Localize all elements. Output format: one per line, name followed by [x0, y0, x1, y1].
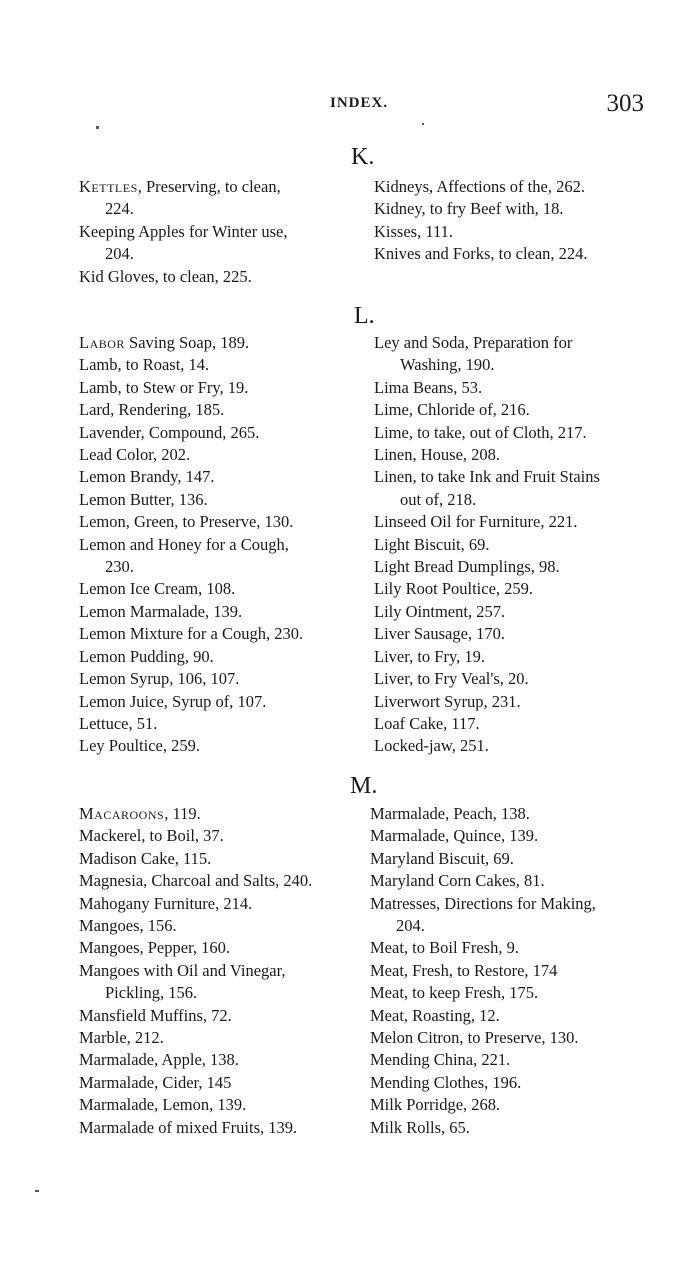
index-entry-continuation: 224.: [105, 199, 134, 219]
index-entry: [79, 1027, 312, 1049]
index-entry-label: Mangoes with Oil and Vinegar,: [79, 960, 286, 980]
index-entry-label: Light Bread Dumplings, 98.: [374, 557, 560, 577]
index-entry-label: Liver Sausage, 170.: [374, 624, 506, 644]
index-entry-text: [374, 176, 588, 198]
index-entry-headword: Kettles: [79, 177, 138, 196]
index-entry-text: [79, 578, 303, 600]
index-entry-text: [79, 422, 303, 444]
index-entry-text: [374, 198, 588, 220]
index-entry-text: [374, 713, 600, 735]
index-entry-text: [374, 399, 600, 421]
index-entry-label: Milk Porridge, 268.: [370, 1095, 501, 1115]
index-entry: [79, 1005, 312, 1027]
index-entry: [374, 713, 600, 735]
index-entry-text: [374, 646, 600, 668]
index-entry-text: [374, 534, 600, 556]
index-entry-text: [370, 937, 596, 959]
index-entry: [374, 332, 600, 377]
index-entry-label: Melon Citron, to Preserve, 130.: [370, 1028, 579, 1048]
index-entry-text: [374, 623, 600, 645]
index-entry: [374, 444, 600, 466]
index-entry: [370, 1049, 596, 1071]
index-entry: [370, 1027, 596, 1049]
index-entry-text: [79, 713, 303, 735]
index-entry: [79, 377, 303, 399]
index-entry-label: Linen, to take Ink and Fruit Stains: [374, 467, 600, 487]
m-left-column: [79, 803, 312, 1139]
index-entry-headword: Macaroons: [79, 804, 165, 823]
index-entry-text: [374, 735, 600, 757]
index-entry-label: Mackerel, to Boil, 37.: [79, 826, 224, 846]
index-entry-text: [79, 623, 303, 645]
index-entry-text: [374, 444, 600, 466]
index-entry: [79, 221, 287, 266]
index-entry-label: Lemon Ice Cream, 108.: [79, 579, 236, 599]
section-letter-k: K.: [351, 144, 375, 170]
index-entry-label: Lily Ointment, 257.: [374, 601, 506, 621]
index-entry: [79, 915, 312, 937]
index-entry-label: Mending Clothes, 196.: [370, 1072, 522, 1092]
index-entry: [374, 556, 600, 578]
index-entry: [374, 243, 588, 265]
index-entry-label: Lamb, to Stew or Fry, 19.: [79, 377, 249, 397]
index-entry: [79, 601, 303, 623]
index-entry-label: Kidney, to fry Beef with, 18.: [374, 199, 564, 219]
index-entry: [79, 354, 303, 376]
index-entry-text: [374, 556, 600, 578]
index-entry-text: [79, 803, 312, 825]
index-entry-label: Magnesia, Charcoal and Salts, 240.: [79, 871, 313, 891]
ink-speck: [35, 1190, 39, 1192]
index-entry: [79, 825, 312, 847]
index-entry: [370, 960, 596, 982]
index-entry: [370, 803, 596, 825]
index-entry-text: [79, 399, 303, 421]
index-entry-label: Lime, to take, out of Cloth, 217.: [374, 422, 587, 442]
index-entry-text: [79, 960, 312, 982]
index-entry: [79, 332, 303, 354]
index-entry: [79, 1094, 312, 1116]
index-entry: [79, 646, 303, 668]
ink-speck: [422, 123, 424, 125]
index-entry-label: Mahogany Furniture, 214.: [79, 893, 253, 913]
index-entry-text: [370, 893, 596, 915]
index-entry-label: Mansfield Muffins, 72.: [79, 1005, 232, 1025]
index-entry: [79, 1072, 312, 1094]
index-entry: [374, 198, 588, 220]
index-entry: [79, 534, 303, 579]
index-entry-text: [79, 354, 303, 376]
index-entry-text: [374, 221, 588, 243]
index-entry: [79, 266, 287, 288]
index-entry-label: Ley Poultice, 259.: [79, 736, 200, 756]
index-entry: [79, 466, 303, 488]
index-entry-label: Keeping Apples for Winter use,: [79, 221, 288, 241]
index-entry-label: Light Biscuit, 69.: [374, 534, 490, 554]
index-entry-text: [79, 489, 303, 511]
index-entry: [370, 870, 596, 892]
index-entry: [79, 1117, 312, 1139]
index-entry-text: [79, 176, 287, 198]
index-entry-text: [79, 893, 312, 915]
index-entry-text: [370, 1094, 596, 1116]
index-entry-label: Liver, to Fry Veal's, 20.: [374, 669, 529, 689]
index-entry: [79, 893, 312, 915]
index-entry-text: [79, 1117, 312, 1139]
index-entry-continuation: 204.: [396, 916, 425, 936]
index-entry-text: [374, 422, 600, 444]
index-entry-text: [79, 1094, 312, 1116]
index-entry: [374, 735, 600, 757]
index-entry-label: Marmalade, Apple, 138.: [79, 1050, 239, 1070]
index-entry-label: Maryland Corn Cakes, 81.: [370, 871, 545, 891]
index-entry: [374, 601, 600, 623]
index-entry: [79, 937, 312, 959]
index-entry: [79, 623, 303, 645]
index-entry-label: Liver, to Fry, 19.: [374, 646, 486, 666]
index-entry-continuation: 230.: [105, 557, 134, 577]
index-entry-label: Matresses, Directions for Making,: [370, 893, 596, 913]
index-entry-text: [79, 668, 303, 690]
index-entry-text: [370, 825, 596, 847]
index-entry-label: Lemon Marmalade, 139.: [79, 601, 243, 621]
index-entry: [79, 578, 303, 600]
index-entry: [79, 399, 303, 421]
k-left-column: [79, 176, 287, 288]
index-entry-text: [370, 1072, 596, 1094]
index-entry: [79, 511, 303, 533]
index-entry-label: Kid Gloves, to clean, 225.: [79, 266, 252, 286]
index-entry-text: [79, 466, 303, 488]
k-right-column: [374, 176, 588, 266]
index-entry-text: [79, 870, 312, 892]
index-entry: [374, 399, 600, 421]
index-entry-label: Marmalade, Quince, 139.: [370, 826, 539, 846]
index-entry: [79, 444, 303, 466]
index-entry-text: [374, 668, 600, 690]
index-entry-label: , 119.: [164, 804, 201, 823]
index-entry: [79, 489, 303, 511]
index-entry-label: Madison Cake, 115.: [79, 848, 212, 868]
index-entry-continuation: Washing, 190.: [400, 355, 495, 375]
index-entry-label: Liverwort Syrup, 231.: [374, 691, 521, 711]
index-entry-text: [374, 578, 600, 600]
index-entry: [79, 713, 303, 735]
index-entry-text: [79, 915, 312, 937]
index-entry-label: Meat, Roasting, 12.: [370, 1005, 500, 1025]
index-entry-continuation: Pickling, 156.: [105, 983, 198, 1003]
index-entry: [79, 422, 303, 444]
index-entry-label: Mangoes, 156.: [79, 916, 177, 936]
index-entry-text: [370, 1117, 596, 1139]
index-entry-label: , Preserving, to clean,: [137, 177, 281, 196]
index-entry-text: [370, 982, 596, 1004]
index-entry-text: [79, 735, 303, 757]
index-entry-label: Lemon Butter, 136.: [79, 489, 208, 509]
index-entry-label: Lemon Mixture for a Cough, 230.: [79, 624, 304, 644]
index-entry-continuation: 204.: [105, 244, 134, 264]
index-entry-text: [79, 377, 303, 399]
index-entry-text: [79, 848, 312, 870]
index-entry: [79, 960, 312, 1005]
index-entry-text: [79, 937, 312, 959]
index-entry-text: [374, 511, 600, 533]
index-entry-text: [79, 332, 303, 354]
index-entry-continuation: out of, 218.: [400, 489, 477, 509]
index-entry-label: Marmalade, Cider, 145: [79, 1072, 232, 1092]
index-entry-label: Lily Root Poultice, 259.: [374, 579, 534, 599]
index-entry-text: [79, 511, 303, 533]
index-entry-label: Lime, Chloride of, 216.: [374, 400, 530, 420]
index-entry-text: [79, 1072, 312, 1094]
index-entry-label: Lemon, Green, to Preserve, 130.: [79, 512, 294, 532]
index-entry-text: [370, 960, 596, 982]
index-entry: [79, 1049, 312, 1071]
index-entry: [370, 937, 596, 959]
section-letter-l: L.: [354, 303, 375, 329]
ink-speck: [96, 126, 99, 129]
index-entry-label: Loaf Cake, 117.: [374, 713, 480, 733]
index-entry-label: Lima Beans, 53.: [374, 377, 483, 397]
index-entry: [374, 422, 600, 444]
index-entry: [79, 691, 303, 713]
index-entry-label: Lettuce, 51.: [79, 713, 158, 733]
index-entry-text: [79, 1005, 312, 1027]
index-entry-text: [79, 444, 303, 466]
index-entry-label: Lemon and Honey for a Cough,: [79, 534, 289, 554]
index-entry-label: Meat, to keep Fresh, 175.: [370, 983, 539, 1003]
index-entry-label: Marmalade of mixed Fruits, 139.: [79, 1117, 298, 1137]
index-entry-label: Marble, 212.: [79, 1028, 164, 1048]
index-entry-label: Linen, House, 208.: [374, 445, 501, 465]
index-entry: [79, 668, 303, 690]
section-letter-m: M.: [350, 773, 378, 799]
index-entry-label: Milk Rolls, 65.: [370, 1117, 470, 1137]
index-entry-text: [79, 221, 287, 243]
page-number: 303: [606, 90, 644, 117]
index-entry: [370, 825, 596, 847]
index-entry-text: [370, 870, 596, 892]
index-entry-text: [79, 646, 303, 668]
running-header: [0, 90, 700, 123]
index-entry: [370, 1005, 596, 1027]
index-entry: [374, 221, 588, 243]
index-entry-label: Meat, Fresh, to Restore, 174: [370, 960, 558, 980]
index-entry: [79, 735, 303, 757]
index-entry-label: Maryland Biscuit, 69.: [370, 848, 514, 868]
running-title: INDEX.: [330, 95, 389, 111]
index-entry-text: [370, 1027, 596, 1049]
index-entry: [79, 848, 312, 870]
index-entry: [370, 848, 596, 870]
index-entry-label: Marmalade, Peach, 138.: [370, 804, 530, 823]
l-left-column: [79, 332, 303, 758]
index-entry-text: [79, 691, 303, 713]
index-entry-label: Lemon Syrup, 106, 107.: [79, 669, 240, 689]
index-entry-text: [79, 825, 312, 847]
index-entry-label: Meat, to Boil Fresh, 9.: [370, 938, 519, 958]
index-entry-text: [79, 534, 303, 556]
index-entry: [79, 870, 312, 892]
index-entry: [370, 1094, 596, 1116]
index-entry-label: Lavender, Compound, 265.: [79, 422, 260, 442]
index-entry-label: Lead Color, 202.: [79, 445, 191, 465]
index-entry: [374, 466, 600, 511]
index-entry: [374, 691, 600, 713]
index-entry: [374, 668, 600, 690]
index-entry-label: Kidneys, Affections of the, 262.: [374, 177, 585, 196]
index-entry-text: [374, 377, 600, 399]
index-entry: [79, 803, 312, 825]
index-entry-label: Linseed Oil for Furniture, 221.: [374, 512, 578, 532]
index-entry-label: Mending China, 221.: [370, 1050, 511, 1070]
index-entry: [79, 176, 287, 221]
index-entry: [374, 623, 600, 645]
index-entry-text: [79, 601, 303, 623]
index-entry-label: Saving Soap, 189.: [124, 333, 250, 352]
l-right-column: [374, 332, 600, 758]
index-entry-label: Kisses, 111.: [374, 221, 453, 241]
index-entry: [374, 176, 588, 198]
index-entry: [374, 511, 600, 533]
index-entry-label: Lemon Juice, Syrup of, 107.: [79, 691, 267, 711]
index-entry-label: Ley and Soda, Preparation for: [374, 333, 573, 352]
index-entry: [374, 578, 600, 600]
index-entry-label: Lemon Brandy, 147.: [79, 467, 215, 487]
index-entry-text: [370, 1049, 596, 1071]
index-entry-label: Lard, Rendering, 185.: [79, 400, 225, 420]
index-entry-text: [374, 332, 600, 354]
index-entry: [374, 534, 600, 556]
index-entry-text: [79, 1027, 312, 1049]
index-entry: [370, 893, 596, 938]
index-entry-text: [79, 266, 287, 288]
index-entry: [374, 377, 600, 399]
index-entry-text: [374, 466, 600, 488]
index-entry: [370, 1072, 596, 1094]
m-right-column: [370, 803, 596, 1139]
index-entry-text: [370, 848, 596, 870]
index-entry: [370, 1117, 596, 1139]
index-entry-text: [374, 243, 588, 265]
index-entry-label: Knives and Forks, to clean, 224.: [374, 244, 588, 264]
index-entry-headword: Labor: [79, 333, 125, 352]
index-entry: [370, 982, 596, 1004]
index-entry-text: [370, 1005, 596, 1027]
index-entry-text: [374, 601, 600, 623]
index-entry: [374, 646, 600, 668]
index-entry-text: [370, 803, 596, 825]
index-entry-label: Locked-jaw, 251.: [374, 736, 489, 756]
index-entry-label: Lemon Pudding, 90.: [79, 646, 214, 666]
index-entry-label: Mangoes, Pepper, 160.: [79, 938, 231, 958]
index-entry-label: Marmalade, Lemon, 139.: [79, 1095, 247, 1115]
index-entry-label: Lamb, to Roast, 14.: [79, 355, 210, 375]
index-entry-text: [79, 1049, 312, 1071]
index-entry-text: [374, 691, 600, 713]
